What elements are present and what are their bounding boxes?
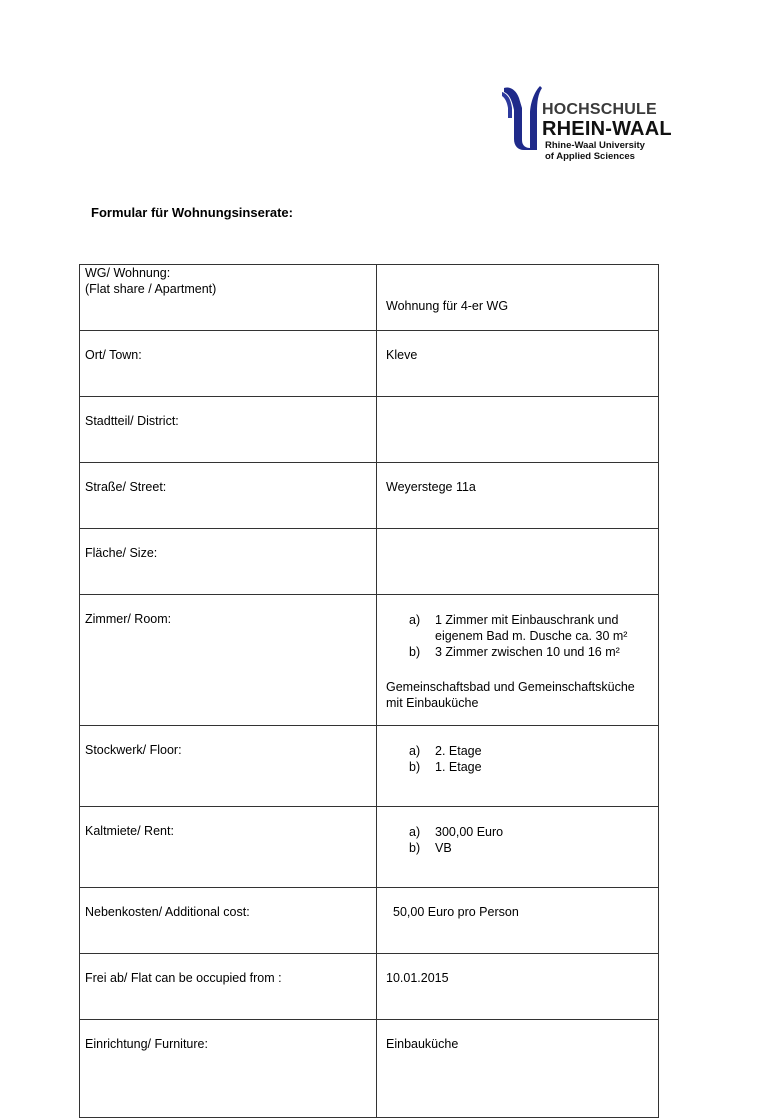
rent-b: VB (435, 841, 452, 855)
row-rent (80, 807, 659, 888)
rooms-note (386, 679, 658, 711)
town-value: Kleve (377, 331, 659, 397)
row-available-from (80, 954, 659, 1020)
list-item (386, 759, 658, 775)
size-label: Fläche/ Size: (80, 529, 377, 595)
label-cell (80, 265, 377, 331)
furniture-label: Einrichtung/ Furniture: (80, 1020, 377, 1118)
list-marker: b) (409, 841, 421, 855)
university-logo (500, 84, 680, 174)
additional-value: 50,00 Euro pro Person (377, 888, 659, 954)
available-value: 10.01.2015 (377, 954, 659, 1020)
rent-a: 300,00 Euro (435, 825, 504, 839)
list-item (386, 840, 658, 856)
town-label: Ort/ Town: (80, 331, 377, 397)
row-floor (80, 726, 659, 807)
row-town (80, 331, 659, 397)
list-item (386, 644, 658, 660)
list-item (386, 612, 658, 644)
type-value: Wohnung für 4-er WG (377, 265, 659, 331)
district-label: Stadtteil/ District: (80, 397, 377, 463)
list-marker: a) (409, 825, 421, 839)
rhine-waal-y-logo-icon (500, 84, 544, 154)
rooms-note-line2: mit Einbauküche (386, 696, 479, 710)
street-label: Straße/ Street: (80, 463, 377, 529)
row-district (80, 397, 659, 463)
floor-value (377, 726, 659, 807)
type-label-line1: WG/ Wohnung: (85, 266, 171, 280)
form-title: Formular für Wohnungsinserate: (91, 205, 293, 220)
rooms-note-line1: Gemeinschaftsbad und Gemeinschaftsküche (386, 680, 635, 694)
listing-form-table (79, 264, 659, 1118)
rent-value (377, 807, 659, 888)
list-marker: a) (409, 613, 421, 627)
row-rooms (80, 595, 659, 726)
rooms-b-line1: 3 Zimmer zwischen 10 und 16 m² (435, 645, 620, 659)
available-label: Frei ab/ Flat can be occupied from : (80, 954, 377, 1020)
row-street (80, 463, 659, 529)
rent-list (386, 824, 658, 856)
district-value (377, 397, 659, 463)
additional-label: Nebenkosten/ Additional cost: (80, 888, 377, 954)
row-furniture (80, 1020, 659, 1118)
list-marker: a) (409, 744, 421, 758)
furniture-value: Einbauküche (377, 1020, 659, 1118)
rent-label: Kaltmiete/ Rent: (80, 807, 377, 888)
logo-line-rhein-waal: RHEIN-WAAL (542, 118, 672, 140)
row-additional-cost (80, 888, 659, 954)
street-value: Weyerstege 11a (377, 463, 659, 529)
type-label-line2: (Flat share / Apartment) (85, 282, 217, 296)
logo-line-hochschule: HOCHSCHULE (542, 101, 657, 118)
rooms-value (377, 595, 659, 726)
list-item (386, 743, 658, 759)
rooms-label: Zimmer/ Room: (80, 595, 377, 726)
rooms-a-line1: 1 Zimmer mit Einbauschrank und (435, 613, 619, 627)
logo-line-applied-sciences: of Applied Sciences (545, 151, 635, 162)
logo-line-university: Rhine-Waal University (545, 140, 645, 151)
floor-label: Stockwerk/ Floor: (80, 726, 377, 807)
floor-b: 1. Etage (435, 760, 482, 774)
floor-a: 2. Etage (435, 744, 482, 758)
row-type (80, 265, 659, 331)
list-marker: b) (409, 645, 421, 659)
list-item (386, 824, 658, 840)
rooms-a-line2: eigenem Bad m. Dusche ca. 30 m² (435, 629, 628, 643)
list-marker: b) (409, 760, 421, 774)
size-value (377, 529, 659, 595)
row-size (80, 529, 659, 595)
rooms-list (386, 612, 658, 660)
floor-list (386, 743, 658, 775)
